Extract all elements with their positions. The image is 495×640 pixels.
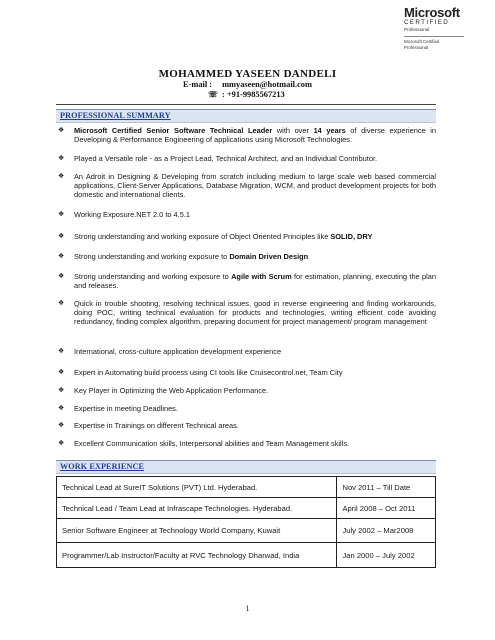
- summary-item-text: Strong understanding and working exposure of Object Oriented Principles like: [74, 232, 331, 241]
- diamond-bullet-icon: ❖: [58, 253, 65, 260]
- logo-divider: [404, 36, 464, 37]
- summary-item-text: Strong understanding and working exposure to: [74, 272, 232, 281]
- summary-item-text: Quick in trouble shooting, resolving technical issues, good in reverse engineering and finding workarounds, doing POC, writing technical evaluation for products and technologies, writing efficient code avoiding redundancy, finding complex algorithm, preparing document for project management/ program management: [74, 299, 436, 326]
- section-title: PROFESSIONAL SUMMARY: [60, 111, 171, 120]
- summary-item-text: Expert in Automating build process using CI tools like Cruisecontrol.net, Team City: [74, 368, 343, 377]
- diamond-bullet-icon: ❖: [58, 369, 65, 376]
- summary-item-bold2: Domain Driven Design: [229, 252, 309, 261]
- summary-item-text: [74, 272, 436, 290]
- summary-item-text: with over: [272, 126, 314, 135]
- diamond-bullet-icon: ❖: [58, 173, 65, 180]
- email-line: [183, 80, 312, 89]
- logo-professional: Professional: [404, 27, 430, 32]
- diamond-bullet-icon: ❖: [58, 211, 65, 218]
- summary-item-text: Key Player in Optimizing the Web Application Performance.: [74, 386, 269, 395]
- summary-item-text: International, cross-culture application development experience: [74, 347, 282, 356]
- phone-line: [208, 90, 285, 99]
- microsoft-certified-logo: [404, 6, 488, 50]
- job-duration: Nov 2011 – Till Date: [337, 477, 436, 498]
- job-duration: April 2008 – Oct 2011: [337, 498, 436, 519]
- candidate-name: MOHAMMED YASEEN DANDELI: [158, 68, 337, 80]
- diamond-bullet-icon: ❖: [58, 233, 65, 240]
- summary-item-text: [74, 386, 436, 395]
- logo-brand: Microsoft: [404, 5, 460, 20]
- logo-certified: CERTIFIED: [404, 19, 450, 26]
- diamond-bullet-icon: ❖: [58, 387, 65, 394]
- email-label: E-mail :: [183, 80, 213, 89]
- summary-item-text: [74, 404, 436, 413]
- table-row: [57, 519, 436, 543]
- table-row: [57, 543, 436, 568]
- table-row: [57, 477, 436, 498]
- diamond-bullet-icon: ❖: [58, 127, 65, 134]
- telephone-icon: ☏: [208, 90, 219, 99]
- header-divider: [56, 104, 436, 105]
- summary-item-text: Excellent Communication skills, Interpersonal abilities and Team Management skills.: [74, 439, 350, 448]
- section-professional-summary: [56, 109, 436, 123]
- summary-item-text: [74, 347, 436, 356]
- summary-item-text2: for estimation, planning, executing the plan and releases.: [74, 272, 436, 290]
- email-link[interactable]: mmyaseen@hotmail.com: [222, 80, 312, 89]
- diamond-bullet-icon: ❖: [58, 405, 65, 412]
- summary-item-text: Expertise in Trainings on different Technical areas.: [74, 421, 239, 430]
- diamond-bullet-icon: ❖: [58, 300, 65, 307]
- summary-item-bold2: Agile with Scrum: [231, 272, 292, 281]
- diamond-bullet-icon: ❖: [58, 273, 65, 280]
- job-role: Technical Lead / Team Lead at Infrascape Technologies. Hyderabad.: [57, 498, 337, 519]
- page-number: 1: [245, 604, 250, 613]
- diamond-bullet-icon: ❖: [58, 348, 65, 355]
- summary-item-text: [74, 232, 436, 241]
- job-role: Technical Lead at SureIT Solutions (PVT) Ltd. Hyderabad.: [57, 477, 337, 498]
- summary-item-text: Working Exposure.NET 2.0 to 4.5.1: [74, 210, 190, 219]
- diamond-bullet-icon: ❖: [58, 422, 65, 429]
- phone-number: : +91-9985567213: [222, 90, 285, 99]
- diamond-bullet-icon: ❖: [58, 155, 65, 162]
- summary-item-text: An Adroit in Designing & Developing from scratch including medium to large scale web based commercial applications, Client-Server Applications, Database Migration, WCM, and product development projects for both domestic and international clients.: [74, 172, 436, 199]
- summary-item-bold2: 14 years: [313, 126, 346, 135]
- job-role: Programmer/Lab Instructor/Faculty at RVC Technology Dharwad, India: [57, 543, 337, 568]
- summary-item-text: Expertise in meeting Deadlines.: [74, 404, 178, 413]
- work-experience-table: [56, 476, 436, 568]
- summary-item-text: [74, 299, 436, 326]
- summary-item-text: Strong understanding and working exposure to: [74, 252, 230, 261]
- section-work-experience: [56, 460, 436, 474]
- logo-small-line2: Professional: [404, 44, 429, 50]
- summary-item-text: [74, 439, 436, 448]
- job-duration: July 2002 – Mar2008: [337, 519, 436, 543]
- summary-item-bold: Microsoft Certified Senior Software Technical Leader: [74, 126, 273, 135]
- summary-item-text: [74, 126, 436, 144]
- job-role: Senior Software Engineer at Technology World Company, Kuwait: [57, 519, 337, 543]
- summary-item-bold2: SOLID, DRY: [330, 232, 373, 241]
- job-duration: Jan 2000 – July 2002: [337, 543, 436, 568]
- summary-item-text2: of diverse experience in Developing & Performance Engineering of applications using Microsoft Technologies.: [74, 126, 436, 144]
- table-row: [57, 498, 436, 519]
- summary-item-text: Played a Versatile role - as a Project Lead, Technical Architect, and an Individual Contributor.: [74, 154, 378, 163]
- summary-item-text: [74, 210, 436, 219]
- summary-item-text: [74, 172, 436, 199]
- section-title: WORK EXPERIENCE: [60, 462, 145, 471]
- summary-item-text: [74, 154, 436, 163]
- logo-small-line1: Microsoft Certified: [404, 39, 440, 44]
- summary-item-text: [74, 421, 436, 430]
- summary-item-text: [74, 368, 436, 377]
- diamond-bullet-icon: ❖: [58, 440, 65, 447]
- summary-item-text: [74, 252, 436, 261]
